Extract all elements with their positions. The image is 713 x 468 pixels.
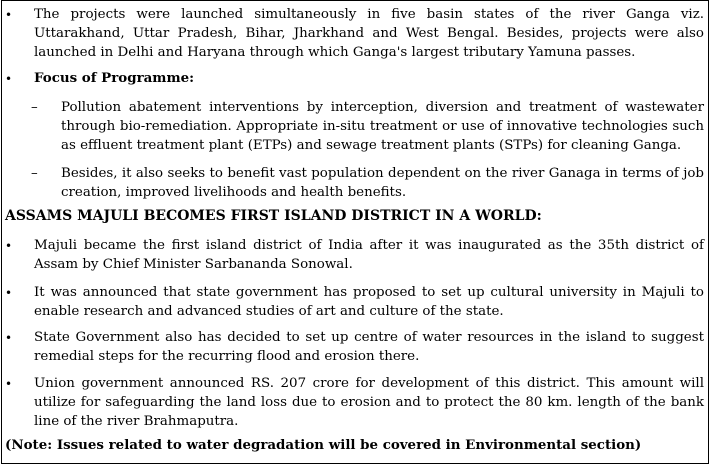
sub-item-text: Besides, it also seeks to benefit vast population dependent on the river Ganaga in terms of job creation, improved livelihoods and health benefits. xyxy=(61,166,704,200)
dash-icon: – xyxy=(31,100,38,115)
paragraph-majuli-1: Majuli became the first island district of India after it was inaugurated as the 35th district of Assam by Chief Minister Sarbananda Sonowal. xyxy=(34,238,704,272)
sub-list-item xyxy=(2,164,708,204)
paragraph-intro: The projects were launched simultaneously in five basin states of the river Ganga viz. Uttarakhand, Uttar Pradesh, Bihar, Jharkhand and West Bengal. Besides, projects were also launched in Delhi and Haryana through which Ganga's largest tributary Yamuna passes. xyxy=(34,7,704,60)
bullet-icon: • xyxy=(5,72,13,86)
section-heading-focus: Focus of Programme: xyxy=(34,70,195,86)
content-box xyxy=(1,0,709,464)
bullet-icon: • xyxy=(5,331,13,345)
sub-item-text: Pollution abatement interventions by interception, diversion and treatment of wastewater through bio-remediation. Appropriate in-situ treatment or use of innovative technologies such as effluent treatment plant (ETPs) and sewage treatment plants (STPs) for cleaning Ganga. xyxy=(61,100,704,153)
paragraph-majuli-2: It was announced that state government has proposed to set up cultural university in Majuli to enable research and advanced studies of art and culture of the state. xyxy=(34,285,704,319)
list-item xyxy=(2,328,708,368)
paragraph-majuli-4: Union government announced RS. 207 crore for development of this district. This amount will utilize for safeguarding the land loss due to erosion and to protect the 80 km. length of the bank line of the river Brahmaputra. xyxy=(34,376,704,429)
note-text: (Note: Issues related to water degradation will be covered in Environmental section) xyxy=(5,437,642,453)
list-item xyxy=(2,69,708,89)
section-heading-majuli: ASSAMS MAJULI BECOMES FIRST ISLAND DISTRICT IN A WORLD: xyxy=(5,208,542,224)
dash-icon: – xyxy=(31,166,38,181)
sub-list-item xyxy=(2,98,708,156)
bullet-icon: • xyxy=(5,286,13,300)
bullet-icon: • xyxy=(5,377,13,391)
list-item xyxy=(2,236,708,276)
bullet-icon: • xyxy=(5,239,13,253)
paragraph-majuli-3: State Government also has decided to set up centre of water resources in the island to suggest remedial steps for the recurring flood and erosion there. xyxy=(34,330,704,364)
list-item xyxy=(2,283,708,323)
list-item xyxy=(2,5,708,63)
bullet-icon: • xyxy=(5,8,13,22)
list-item xyxy=(2,374,708,432)
